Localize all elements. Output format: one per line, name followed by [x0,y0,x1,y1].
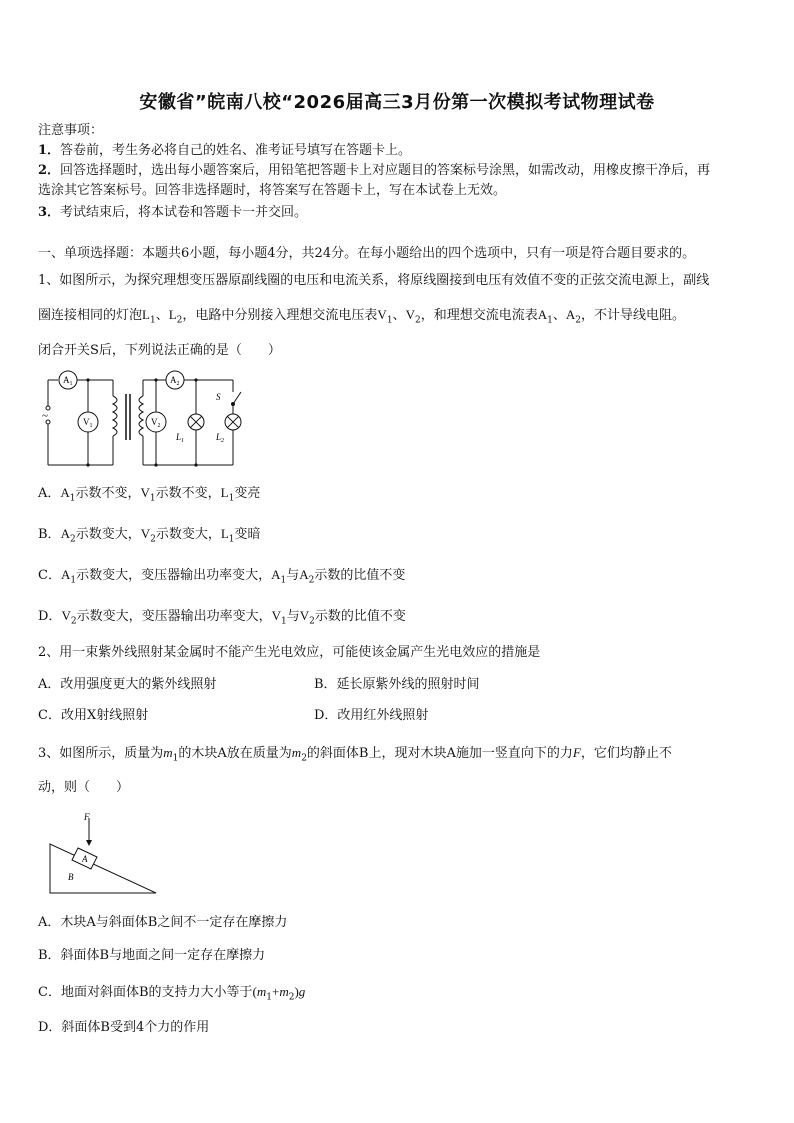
q1-stem-line1: 1、如图所示，为探究理想变压器原副线圈的电压和电流关系，将原线圈接到电压有效值不变的正弦交流电源上，副线 [38,273,710,288]
notice-item: 1．答卷前，考生务必将自己的姓名、准考证号填写在答题卡上。 [38,143,412,158]
transformer-circuit-figure [38,368,248,468]
q2-option-d: D．改用红外线照射 [314,708,429,723]
switch-s-label: S [216,392,221,402]
ammeter-a1-label: $A_1$ [63,375,73,387]
notice-item: 选涂其它答案标号。回答非选择题时，将答案写在答题卡上，写在本试卷上无效。 [38,183,507,198]
q3-option-d: D．斜面体B受到4个力的作用 [38,1020,210,1035]
force-f-label: F [84,812,90,822]
block-a-label: A [82,854,88,864]
section-heading: 一、单项选择题：本题共6小题，每小题4分，共24分。在每小题给出的四个选项中，只有一项是符合题目要求的。 [38,246,696,261]
incline-b-label: B [68,872,74,882]
incline-block-figure [44,810,162,898]
q3-stem-line2: 动，则（ ） [38,780,130,795]
q1-option-d: D．$V_2$示数变大，变压器输出功率变大，$V_1$与$V_2$示数的比值不变 [38,608,406,627]
q2-options-row1 [38,676,480,694]
q1-stem-line3: 闭合开关S后，下列说法正确的是（ ） [38,343,281,358]
ammeter-a2-label: $A_2$ [170,375,180,387]
q2-option-a: A．改用强度更大的紫外线照射 [38,677,217,692]
q2-option-b: B．延长原紫外线的照射时间 [314,677,480,692]
q3-option-c: C．地面对斜面体B的支持力大小等于$(m_1+m_2)g$ [38,984,306,1003]
voltmeter-v1-label: $V_1$ [83,417,93,429]
q1-option-c: C．$A_1$示数变大，变压器输出功率变大，$A_1$与$A_2$示数的比值不变 [38,567,406,586]
ac-source-label: ~ [42,410,48,422]
q2-stem: 2、用一束紫外线照射某金属时不能产生光电效应，可能使该金属产生光电效应的措施是 [38,645,541,660]
notice-item: 2．回答选择题时，选出每小题答案后，用铅笔把答题卡上对应题目的答案标号涂黑，如需改动，用橡皮擦干净后，再 [38,163,711,178]
page-title: 安徽省”皖南八校“2026届高三3月份第一次模拟考试物理试卷 [139,92,655,113]
voltmeter-v2-label: $V_2$ [151,417,161,429]
q1-option-b: B．$A_2$示数变大，$V_2$示数变大，$L_1$变暗 [38,526,261,545]
q2-options-row2 [38,707,429,725]
q3-stem-line1: 3、如图所示，质量为$m_1$的木块A放在质量为$m_2$的斜面体B上，现对木块A施加一竖直向下的力F，它们均静止不 [38,745,672,764]
lamp-l1-label: $L_1$ [176,432,185,444]
q3-option-a: A．木块A与斜面体B之间不一定存在摩擦力 [38,915,288,930]
notice-heading: 注意事项： [38,123,104,138]
lamp-l2-label: $L_2$ [216,432,225,444]
notice-item: 3．考试结束后，将本试卷和答题卡一并交回。 [38,205,308,220]
q3-option-b: B．斜面体B与地面之间一定存在摩擦力 [38,948,266,963]
q1-stem-line2: 圈连接相同的灯泡$L_1$、$L_2$，电路中分别接入理想交流电压表$V_1$、$V_2$，和理想交流电流表$A_1$、$A_2$，不计导线电阻。 [38,307,685,326]
q2-option-c: C．改用X射线照射 [38,708,149,723]
q1-option-a: A．$A_1$示数不变，$V_1$示数不变，$L_1$变亮 [38,485,261,504]
